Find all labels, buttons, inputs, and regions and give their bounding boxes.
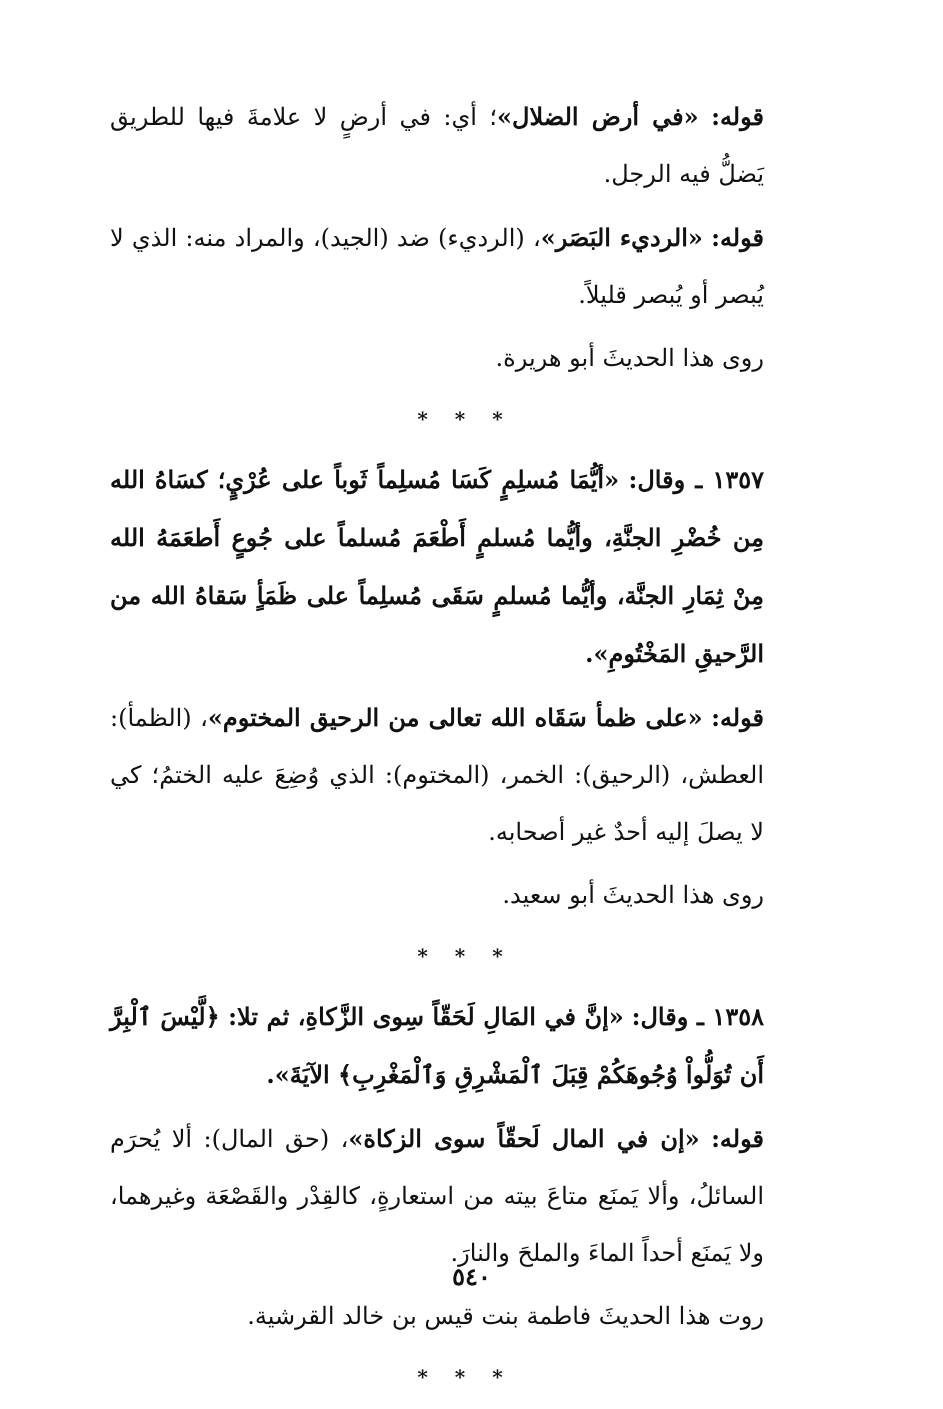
narrator-line: روى هذا الحديثَ أبو هريرة. <box>495 344 764 372</box>
note-quote: «إن في المال لَحقّاً سوى الزكاة» <box>348 1124 700 1153</box>
hadith-paragraph <box>110 451 820 683</box>
note-quote: «على ظمأ سَقَاه الله تعالى من الرحيق المختوم» <box>207 703 703 732</box>
note-text: ، (الظمأ): العطش، (الرحيق): الخمر، (المختوم): الذي وُضِعَ عليه الختمُ؛ كي لا يصلَ إليه أحدٌ غير أصحابه. <box>110 704 764 846</box>
section-separator: * * * <box>417 1365 513 1389</box>
note-paragraph <box>110 689 820 861</box>
note-paragraph <box>110 1110 820 1282</box>
note-quote: «الرديء البَصَر» <box>540 223 703 252</box>
narrator-line: روت هذا الحديثَ فاطمة بنت قيس بن خالد القرشية. <box>247 1302 764 1330</box>
note-quote: «في أرض الضلال» <box>497 102 699 131</box>
hadith-number: ١٣٥٨ ـ وقال: <box>631 1002 764 1031</box>
hadith-text: «أيُّمَا مُسلِمٍ كَسَا مُسلِماً ثَوباً على عُرْيٍ؛ كسَاهُ الله مِن خُضْرِ الجنَّةِ، وأيُّما مُسلمٍ أَطْعَمَ مُسلماً على جُوعٍ أَطعَمَهُ الله مِنْ ثِمَارِ الجنَّة، وأيُّما مُسلمٍ سَقَى مُسلِماً على ظَمَأٍ سَقاهُ الله من الرَّحيقِ المَخْتُومِ». <box>110 465 764 668</box>
note-text: ، (حق المال): ألا يُحرَم السائلُ، وألا يَمنَع متاعَ بيته من استعارةٍ، كالقِدْر والقَصْعَة وغيرهما، ولا يَمنَع أحداً الماءَ والملحَ والنارَ. <box>110 1125 764 1267</box>
hadith-number: ١٣٥٧ ـ وقال: <box>628 465 764 494</box>
note-label: قوله: <box>711 102 764 131</box>
note-text: ، (الرديء) ضد (الجيد)، والمراد منه: الذي لا يُبصر أو يُبصر قليلاً. <box>110 224 764 309</box>
note-label: قوله: <box>711 1124 764 1153</box>
note-label: قوله: <box>711 223 764 252</box>
narrator-line: روى هذا الحديثَ أبو سعيد. <box>502 881 764 909</box>
note-paragraph <box>110 88 820 203</box>
note-label: قوله: <box>711 703 764 732</box>
hadith-paragraph <box>110 988 820 1104</box>
page-body <box>110 88 820 1409</box>
section-separator: * * * <box>417 944 513 968</box>
note-text: ؛ أي: في أرضٍ لا علامةَ فيها للطريق يَضلُّ فيه الرجل. <box>110 103 764 188</box>
page-number: ٥٤٠ <box>452 1262 491 1291</box>
note-paragraph <box>110 209 820 324</box>
section-separator: * * * <box>417 407 513 431</box>
hadith-text: «إنَّ في المَالِ لَحَقّاً سِوى الزَّكاةِ، ثم تلا: ﴿لَّيْسَ ٱلْبِرَّ أَن تُوَلُّواْ وُجُوهَكُمْ قِبَلَ ٱلْمَشْرِقِ وَٱلْمَغْرِبِ﴾ الآيَةَ». <box>110 1002 764 1089</box>
